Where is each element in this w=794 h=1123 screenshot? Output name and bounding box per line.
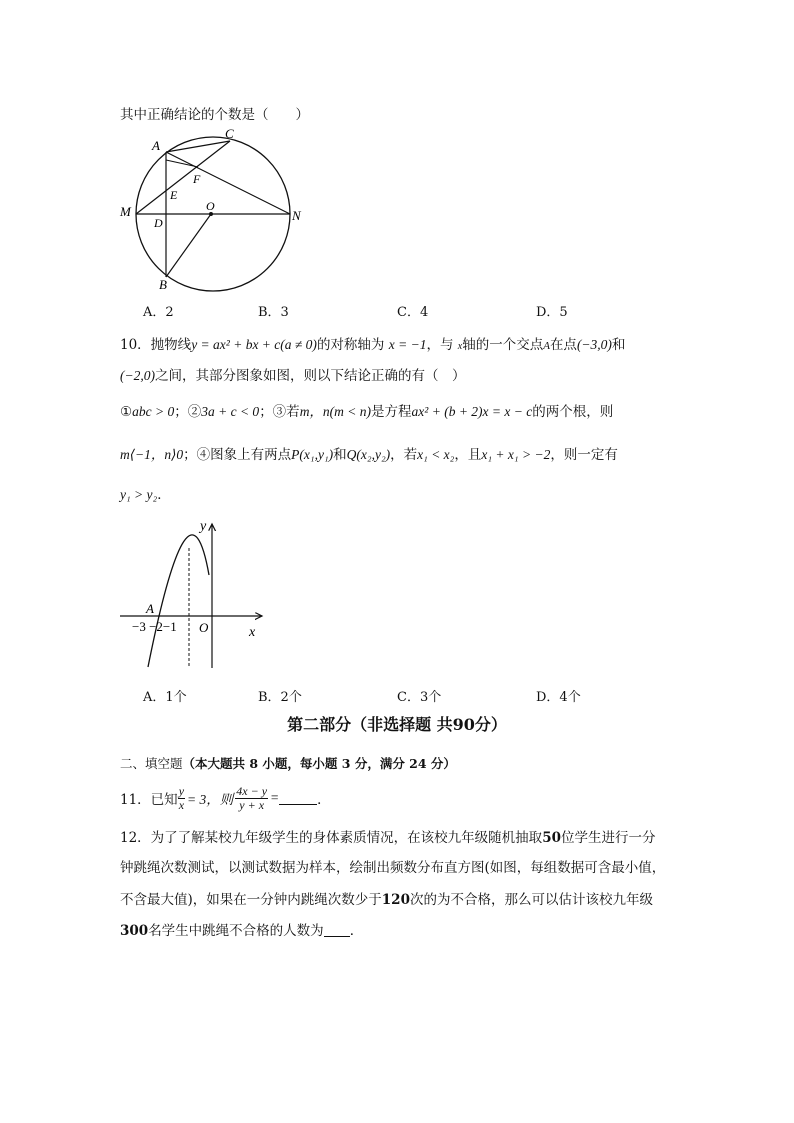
q10-line2: (−2,0)之间，其部分图象如图，则以下结论正确的有（ ） <box>120 368 466 384</box>
q9-option-a[interactable]: A．2 <box>143 305 174 320</box>
axis-y-label: y <box>200 519 207 534</box>
q10-line5: y₁ > y₂． <box>120 487 171 503</box>
q10-line1: 10．抛物线y = ax² + bx + c(a ≠ 0)的对称轴为 x = −1，与 x轴的一个交点A在点(−3,0)和 <box>120 337 626 353</box>
axis-x-label: x <box>249 625 256 640</box>
q12-line2: 钟跳绳次数测试，以测试数据为样本，绘制出频数分布直方图(如图，每组数据可含最小值， <box>120 860 666 876</box>
label-O: O <box>206 199 215 213</box>
q11: 11．已知 $\frac{y}{x}$ = 3，则 $\frac{4x - y}{y + x}$ = ． <box>120 783 331 812</box>
q10-option-b[interactable]: B．2个 <box>258 690 302 705</box>
label-M: M <box>120 204 131 219</box>
q9-option-c[interactable]: C．4 <box>397 305 429 320</box>
q12-line3: 不含最大值)，如果在一分钟内跳绳次数少于120次的为不合格，那么可以估计该校九年级 <box>120 892 653 908</box>
origin-label: O <box>199 620 209 635</box>
label-F: F <box>193 172 201 186</box>
q10-option-a[interactable]: A．1个 <box>143 690 187 705</box>
label-N: N <box>292 208 301 223</box>
label-B: B <box>159 277 167 292</box>
q12-line4: 300名学生中跳绳不合格的人数为 ． <box>120 923 364 939</box>
q10-parabola-graph <box>116 512 276 672</box>
q11-answer-blank[interactable] <box>279 792 317 805</box>
q10-line4: m⟨−1，n⟩0；④图象上有两点P(x₁,y₁)和Q(x₂,y₂)，若x₁ < x₂，且x₁ + x₁ > −2，则一定有 <box>120 447 618 463</box>
label-E: E <box>170 188 178 202</box>
section2-heading: 二、填空题（本大题共 8 小题，每小题 3 分，满分 24 分） <box>120 756 456 771</box>
q12-answer-blank[interactable] <box>324 924 350 937</box>
q12-line1: 12．为了了解某校九年级学生的身体素质情况，在该校九年级随机抽取50位学生进行一分 <box>120 830 656 846</box>
label-C: C <box>225 126 234 141</box>
point-A-label: A <box>146 601 154 616</box>
q9-option-d[interactable]: D．5 <box>536 305 568 320</box>
q9-stem: 其中正确结论的个数是（ ） <box>120 107 309 123</box>
q10-line3: ①abc > 0；②3a + c < 0；③若m，n(m < n)是方程ax² + (b + 2)x = x − c的两个根，则 <box>120 404 614 420</box>
q10-option-c[interactable]: C．3个 <box>397 690 442 705</box>
label-D: D <box>154 216 163 230</box>
q10-option-d[interactable]: D．4个 <box>536 690 581 705</box>
q9-circle-figure <box>112 124 312 294</box>
label-A: A <box>152 138 160 153</box>
q9-option-b[interactable]: B．3 <box>258 305 289 320</box>
tick-labels: −3 −2−1 <box>132 619 177 634</box>
part2-title: 第二部分（非选择题 共90分） <box>287 715 507 734</box>
